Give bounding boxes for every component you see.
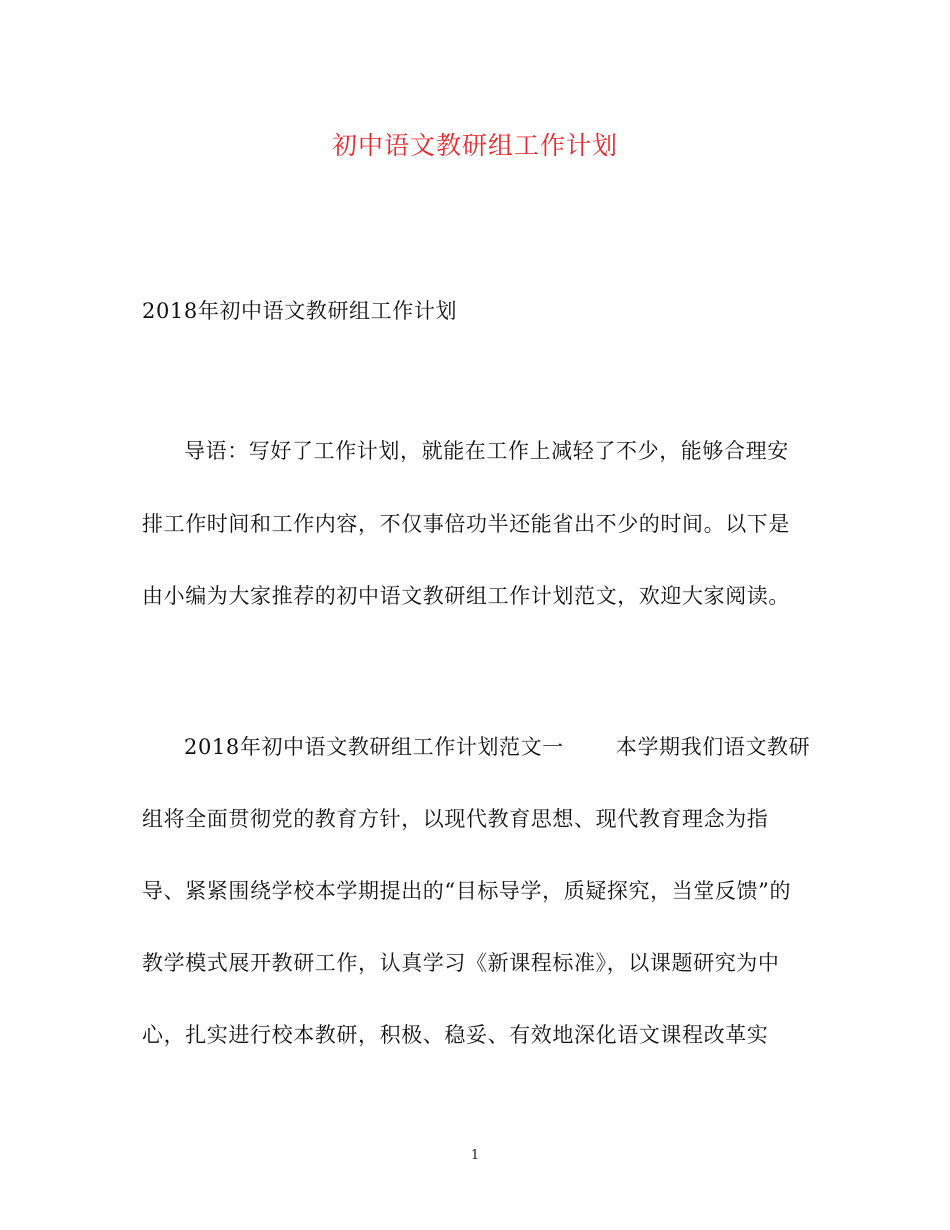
- document-title: 初中语文教研组工作计划: [331, 131, 618, 160]
- body-line-4: 心，扎实进行校本教研，积极、稳妥、有效地深化语文课程改革实: [142, 1023, 769, 1047]
- body-line-3: 教学模式展开教研工作，认真学习《新课程标准》，以课题研究为中: [142, 951, 780, 975]
- section-heading: 2018年初中语文教研组工作计划范文一: [184, 735, 564, 759]
- body-line-1: 组将全面贯彻党的教育方针，以现代教育思想、现代教育理念为指: [142, 807, 769, 831]
- document-subtitle: 2018年初中语文教研组工作计划: [142, 299, 458, 323]
- intro-line-3: 由小编为大家推荐的初中语文教研组工作计划范文，欢迎大家阅读。: [142, 584, 790, 608]
- intro-line-2: 排工作时间和工作内容，不仅事倍功半还能省出不少的时间。以下是: [142, 512, 790, 536]
- section-first-line-rest: 本学期我们语文教研: [615, 735, 811, 759]
- body-line-2: 导、紧紧围绕学校本学期提出的“目标导学，质疑探究，当堂反馈”的: [142, 879, 792, 903]
- page-number: 1: [470, 1148, 480, 1163]
- section-first-line: [184, 732, 864, 762]
- intro-line-1: 导语：写好了工作计划，就能在工作上减轻了不少，能够合理安: [184, 439, 789, 463]
